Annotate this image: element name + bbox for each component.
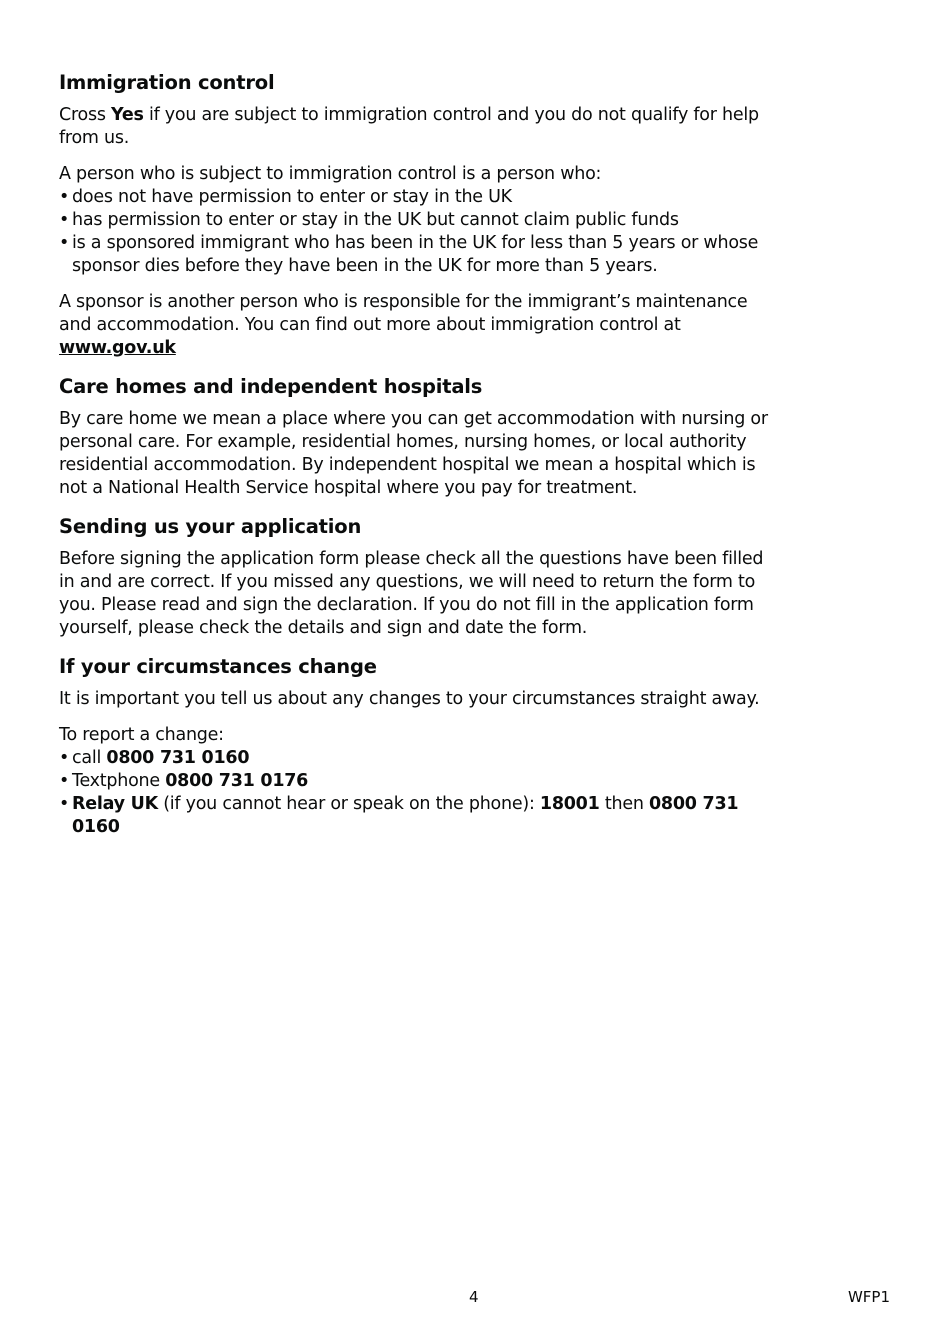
list-item: • call 0800 731 0160 [59, 747, 779, 770]
immigration-heading: Immigration control [59, 71, 275, 94]
relay-number: 0800 731 0160 [72, 794, 739, 837]
report-methods-list [59, 747, 779, 839]
care-homes-text: By care home we mean a place where you can get accommodation with nursing or personal care. For example, residential homes, nursing homes, or local authority residential accommodation. By independent hospital we mean a hospital which is not a National Health Service hospital where you pay for treatment. [59, 409, 768, 498]
immigration-section [59, 70, 779, 360]
yes-bold: Yes [111, 105, 144, 125]
circumstances-heading: If your circumstances change [59, 655, 377, 678]
list-item: • does not have permission to enter or stay in the UK [59, 186, 779, 209]
list-item: • has permission to enter or stay in the UK but cannot claim public funds [59, 209, 779, 232]
immigration-cross-yes-text: Cross Yes if you are subject to immigration control and you do not qualify for help from us. [59, 105, 759, 148]
call-number: 0800 731 0160 [106, 748, 250, 768]
care-homes-section [59, 374, 779, 500]
sending-text: Before signing the application form please check all the questions have been filled in and are correct. If you missed any questions, we will need to return the form to you. Please read and sign the declaration. If you do not fill in the application form yourself, please check the details and sign and date the form. [59, 549, 764, 638]
list-item: • Relay UK (if you cannot hear or speak on the phone): 18001 then 0800 731 0160 [59, 793, 779, 839]
document-page [59, 70, 779, 853]
gov-uk-link[interactable]: www.gov.uk [59, 338, 176, 358]
circumstances-text: It is important you tell us about any changes to your circumstances straight away. [59, 689, 760, 709]
sending-section [59, 514, 779, 640]
relay-uk-label: Relay UK [72, 794, 158, 814]
immigration-criteria-list [59, 186, 779, 278]
relay-prefix: 18001 [539, 794, 600, 814]
immigration-intro: A person who is subject to immigration control is a person who: [59, 164, 602, 184]
circumstances-section [59, 654, 779, 839]
textphone-number: 0800 731 0176 [165, 771, 309, 791]
sending-heading: Sending us your application [59, 515, 362, 538]
care-homes-heading: Care homes and independent hospitals [59, 375, 483, 398]
list-item: • is a sponsored immigrant who has been in the UK for less than 5 years or whose sponsor dies before they have been in the UK for more than 5 years. [59, 232, 779, 278]
page-number: 4 [469, 1288, 479, 1306]
form-reference: WFP1 [847, 1288, 890, 1306]
sponsor-text: A sponsor is another person who is responsible for the immigrant’s maintenance and accommodation. You can find out more about immigration control at www.gov.uk [59, 292, 748, 358]
report-intro: To report a change: [59, 725, 224, 745]
list-item: • Textphone 0800 731 0176 [59, 770, 779, 793]
